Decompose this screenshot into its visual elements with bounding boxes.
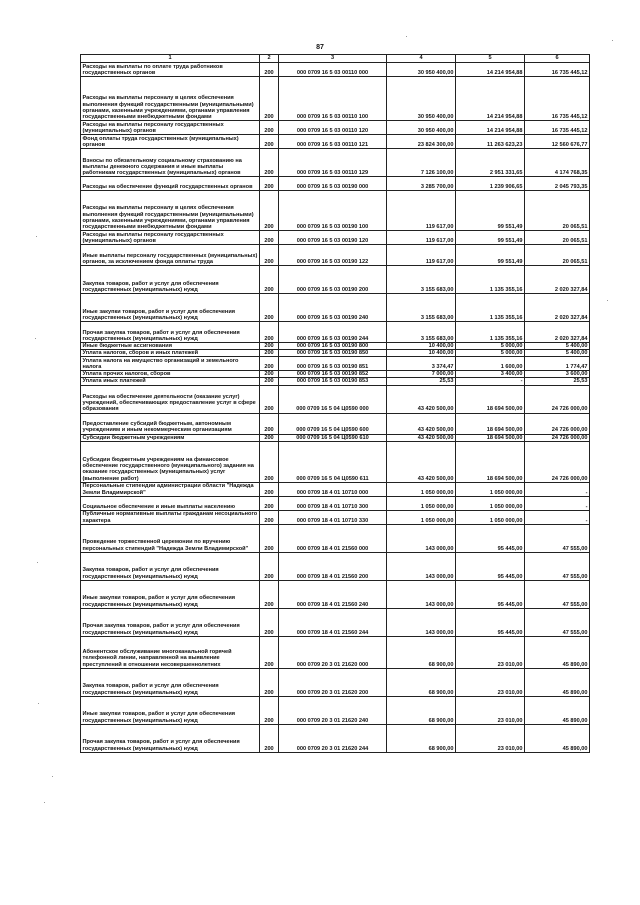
expense-name-cell: Субсидии бюджетным учреждениям [81,434,260,441]
expense-name-cell: Закупка товаров, работ и услуг для обеспечения государственных (муниципальных) нужд [81,266,260,294]
expense-name-cell: Фонд оплаты труда государственных (муниципальных) органов [81,135,260,149]
approved-amount-cell: 68 900,00 [387,696,456,724]
unexecuted-amount-cell: 2 020 327,84 [525,322,590,343]
table-row [81,343,590,350]
unexecuted-amount-cell: - [525,482,590,496]
executed-amount-cell: 1 050 000,00 [456,482,525,496]
table-row [81,580,590,608]
unexecuted-amount-cell: 5 400,00 [525,343,590,350]
expense-name-cell: Иные закупки товаров, работ и услуг для обеспечения государственных (муниципальных) нужд [81,580,260,608]
budget-code-cell: 000 0709 18 4 01 10710 000 [279,482,387,496]
column-header: 3 [279,55,387,63]
unexecuted-amount-cell: 24 726 000,00 [525,434,590,441]
table-row [81,357,590,371]
table-row [81,350,590,357]
line-code-cell: 200 [260,524,279,552]
line-code-cell: 200 [260,441,279,482]
unexecuted-amount-cell: 2 045 793,35 [525,177,590,191]
approved-amount-cell: 3 155 683,00 [387,322,456,343]
approved-amount-cell: 43 420 500,00 [387,385,456,413]
approved-amount-cell: 68 900,00 [387,668,456,696]
scan-speck [38,703,39,704]
executed-amount-cell: - [456,378,525,385]
expense-name-cell: Расходы на выплаты персоналу в целях обеспечения выполнения функций государственными (муниципальными) органами, казенными учреждениями, органами управления государственными внебюджетными фондами [81,191,260,231]
column-header: 2 [260,55,279,63]
budget-code-cell: 000 0709 16 5 04 Ц0590 000 [279,385,387,413]
table-row [81,135,590,149]
line-code-cell: 200 [260,413,279,434]
line-code-cell: 200 [260,434,279,441]
budget-code-cell: 000 0709 20 3 01 21620 000 [279,636,387,668]
executed-amount-cell: 1 239 906,65 [456,177,525,191]
approved-amount-cell: 30 950 400,00 [387,77,456,121]
approved-amount-cell: 25,53 [387,378,456,385]
unexecuted-amount-cell: 20 065,51 [525,191,590,231]
table-row [81,231,590,245]
budget-code-cell: 000 0709 16 5 03 00110 121 [279,135,387,149]
approved-amount-cell: 1 050 000,00 [387,482,456,496]
expense-name-cell: Персональные стипендии администрации области "Надежда Земли Владимирской" [81,482,260,496]
executed-amount-cell: 23 010,00 [456,696,525,724]
table-row [81,294,590,322]
budget-code-cell: 000 0709 16 5 03 00190 852 [279,371,387,378]
line-code-cell: 200 [260,245,279,266]
line-code-cell: 200 [260,724,279,752]
unexecuted-amount-cell: 24 726 000,00 [525,413,590,434]
budget-code-cell: 000 0709 16 5 03 00190 000 [279,177,387,191]
executed-amount-cell: 95 445,00 [456,580,525,608]
budget-code-cell: 000 0709 18 4 01 10710 300 [279,496,387,510]
budget-code-cell: 000 0709 16 5 03 00190 240 [279,294,387,322]
executed-amount-cell: 18 694 500,00 [456,441,525,482]
table-header-row [81,55,590,63]
approved-amount-cell: 10 400,00 [387,350,456,357]
budget-code-cell: 000 0709 16 5 03 00190 800 [279,343,387,350]
expense-name-cell: Проведение торжественной церемонии по вручению персональных стипендий "Надежда Земли Владимирской" [81,524,260,552]
executed-amount-cell: 99 551,49 [456,231,525,245]
line-code-cell: 200 [260,510,279,524]
column-header: 1 [81,55,260,63]
table-row [81,149,590,177]
unexecuted-amount-cell: 45 890,00 [525,696,590,724]
line-code-cell: 200 [260,231,279,245]
table-row [81,668,590,696]
column-header: 6 [525,55,590,63]
line-code-cell: 200 [260,357,279,371]
budget-code-cell: 000 0709 20 3 01 21620 244 [279,724,387,752]
approved-amount-cell: 7 126 100,00 [387,149,456,177]
budget-code-cell: 000 0709 16 5 03 00190 853 [279,378,387,385]
approved-amount-cell: 30 950 400,00 [387,63,456,77]
unexecuted-amount-cell: 47 555,00 [525,524,590,552]
executed-amount-cell: 23 010,00 [456,668,525,696]
table-row [81,266,590,294]
unexecuted-amount-cell: 2 020 327,84 [525,266,590,294]
column-header: 5 [456,55,525,63]
line-code-cell: 200 [260,322,279,343]
budget-code-cell: 000 0709 20 3 01 21620 200 [279,668,387,696]
expense-name-cell: Прочая закупка товаров, работ и услуг для обеспечения государственных (муниципальных) нужд [81,724,260,752]
table-row [81,441,590,482]
budget-code-cell: 000 0709 16 5 03 00110 000 [279,63,387,77]
budget-code-cell: 000 0709 18 4 01 21560 000 [279,524,387,552]
unexecuted-amount-cell: - [525,496,590,510]
unexecuted-amount-cell: - [525,510,590,524]
expense-name-cell: Прочая закупка товаров, работ и услуг для обеспечения государственных (муниципальных) нужд [81,608,260,636]
expense-name-cell: Абонентское обслуживание многоканальной горячей телефонной линии, направленной на выявление преступлений в отношении несовершеннолетних [81,636,260,668]
budget-code-cell: 000 0709 16 5 03 00190 120 [279,231,387,245]
scan-speck [612,40,613,41]
table-row [81,63,590,77]
scan-speck [36,236,37,237]
expense-name-cell: Уплата налогов, сборов и иных платежей [81,350,260,357]
approved-amount-cell: 68 900,00 [387,724,456,752]
expense-name-cell: Иные выплаты персоналу государственных (муниципальных) органов, за исключением фонда оплаты труда [81,245,260,266]
line-code-cell: 200 [260,135,279,149]
expense-name-cell: Уплата прочих налогов, сборов [81,371,260,378]
budget-code-cell: 000 0709 18 4 01 21560 244 [279,608,387,636]
budget-code-cell: 000 0709 16 5 04 Ц0590 600 [279,413,387,434]
expense-name-cell: Прочая закупка товаров, работ и услуг для обеспечения государственных (муниципальных) нужд [81,322,260,343]
expense-name-cell: Субсидии бюджетным учреждениям на финансовое обеспечение государственного (муниципального) задания на оказание государственных (муниципальных) услуг (выполнение работ) [81,441,260,482]
page-number: 87 [316,44,324,51]
expense-name-cell: Закупка товаров, работ и услуг для обеспечения государственных (муниципальных) нужд [81,552,260,580]
expense-name-cell: Расходы на выплаты персоналу государственных (муниципальных) органов [81,121,260,135]
approved-amount-cell: 143 000,00 [387,580,456,608]
approved-amount-cell: 3 155 683,00 [387,294,456,322]
executed-amount-cell: 14 214 954,88 [456,63,525,77]
unexecuted-amount-cell: 16 735 445,12 [525,77,590,121]
approved-amount-cell: 68 900,00 [387,636,456,668]
table-row [81,552,590,580]
table-row [81,482,590,496]
unexecuted-amount-cell: 12 560 676,77 [525,135,590,149]
line-code-cell: 200 [260,266,279,294]
table-row [81,434,590,441]
approved-amount-cell: 43 420 500,00 [387,413,456,434]
executed-amount-cell: 1 135 355,16 [456,322,525,343]
table-row [81,724,590,752]
budget-code-cell: 000 0709 16 5 03 00190 851 [279,357,387,371]
budget-code-cell: 000 0709 18 4 01 21560 240 [279,580,387,608]
table-row [81,413,590,434]
unexecuted-amount-cell: 47 555,00 [525,552,590,580]
line-code-cell: 200 [260,121,279,135]
approved-amount-cell: 143 000,00 [387,552,456,580]
budget-code-cell: 000 0709 16 5 03 00110 120 [279,121,387,135]
budget-code-cell: 000 0709 16 5 03 00190 200 [279,266,387,294]
budget-execution-table [80,54,590,753]
line-code-cell: 200 [260,696,279,724]
line-code-cell: 200 [260,350,279,357]
unexecuted-amount-cell: 4 174 768,35 [525,149,590,177]
scan-speck [406,36,407,37]
approved-amount-cell: 30 950 400,00 [387,121,456,135]
column-header: 4 [387,55,456,63]
expense-name-cell: Расходы на выплаты по оплате труда работников государственных органов [81,63,260,77]
budget-code-cell: 000 0709 16 5 03 00190 100 [279,191,387,231]
line-code-cell: 200 [260,668,279,696]
line-code-cell: 200 [260,343,279,350]
table-row [81,322,590,343]
expense-name-cell: Предоставление субсидий бюджетным, автономным учреждениям и иным некоммерческим организациям [81,413,260,434]
executed-amount-cell: 1 135 355,16 [456,266,525,294]
executed-amount-cell: 3 400,00 [456,371,525,378]
approved-amount-cell: 10 400,00 [387,343,456,350]
approved-amount-cell: 7 000,00 [387,371,456,378]
executed-amount-cell: 99 551,49 [456,191,525,231]
line-code-cell: 200 [260,608,279,636]
budget-code-cell: 000 0709 16 5 03 00110 100 [279,77,387,121]
line-code-cell: 200 [260,378,279,385]
unexecuted-amount-cell: 16 735 445,12 [525,63,590,77]
executed-amount-cell: 1 050 000,00 [456,510,525,524]
executed-amount-cell: 99 551,49 [456,245,525,266]
unexecuted-amount-cell: 45 890,00 [525,636,590,668]
approved-amount-cell: 143 000,00 [387,608,456,636]
line-code-cell: 200 [260,294,279,322]
executed-amount-cell: 14 214 954,88 [456,77,525,121]
expense-name-cell: Взносы по обязательному социальному страхованию на выплаты денежного содержания и иные выплаты работникам государственных (муниципальных) органов [81,149,260,177]
executed-amount-cell: 5 000,00 [456,350,525,357]
expense-name-cell: Уплата иных платежей [81,378,260,385]
line-code-cell: 200 [260,191,279,231]
approved-amount-cell: 119 617,00 [387,245,456,266]
table-row [81,177,590,191]
line-code-cell: 200 [260,63,279,77]
table-row [81,245,590,266]
unexecuted-amount-cell: 24 726 000,00 [525,385,590,413]
executed-amount-cell: 95 445,00 [456,524,525,552]
executed-amount-cell: 95 445,00 [456,552,525,580]
executed-amount-cell: 2 951 331,65 [456,149,525,177]
executed-amount-cell: 23 010,00 [456,636,525,668]
approved-amount-cell: 23 824 300,00 [387,135,456,149]
executed-amount-cell: 11 263 623,23 [456,135,525,149]
line-code-cell: 200 [260,149,279,177]
table-row [81,524,590,552]
budget-code-cell: 000 0709 16 5 03 00190 850 [279,350,387,357]
approved-amount-cell: 1 050 000,00 [387,510,456,524]
executed-amount-cell: 14 214 954,88 [456,121,525,135]
executed-amount-cell: 1 600,00 [456,357,525,371]
budget-code-cell: 000 0709 16 5 04 Ц0590 610 [279,434,387,441]
expense-name-cell: Публичные нормативные выплаты гражданам несоциального характера [81,510,260,524]
approved-amount-cell: 3 374,47 [387,357,456,371]
scan-speck [35,338,36,339]
table-row [81,378,590,385]
approved-amount-cell: 3 155 683,00 [387,266,456,294]
table-row [81,121,590,135]
executed-amount-cell: 95 445,00 [456,608,525,636]
unexecuted-amount-cell: 20 065,51 [525,245,590,266]
table-row [81,510,590,524]
unexecuted-amount-cell: 3 600,00 [525,371,590,378]
unexecuted-amount-cell: 47 555,00 [525,608,590,636]
unexecuted-amount-cell: 16 735 445,12 [525,121,590,135]
table-row [81,191,590,231]
expense-name-cell: Расходы на выплаты персоналу в целях обеспечения выполнения функций государственными (муниципальными) органами, казенными учреждениями, органами управления государственными внебюджетными фондами [81,77,260,121]
executed-amount-cell: 18 694 500,00 [456,413,525,434]
line-code-cell: 200 [260,636,279,668]
unexecuted-amount-cell: 25,53 [525,378,590,385]
expense-name-cell: Иные бюджетные ассигнования [81,343,260,350]
unexecuted-amount-cell: 24 726 000,00 [525,441,590,482]
line-code-cell: 200 [260,177,279,191]
executed-amount-cell: 18 694 500,00 [456,434,525,441]
table-row [81,371,590,378]
approved-amount-cell: 143 000,00 [387,524,456,552]
expense-name-cell: Уплата налога на имущество организаций и земельного налога [81,357,260,371]
expense-name-cell: Расходы на обеспечение функций государственных органов [81,177,260,191]
unexecuted-amount-cell: 5 400,00 [525,350,590,357]
expense-name-cell: Расходы на обеспечение деятельности (оказание услуг) учреждений, обеспечивающих предоставление услуг в сфере образования [81,385,260,413]
expense-name-cell: Социальное обеспечение и иные выплаты населению [81,496,260,510]
line-code-cell: 200 [260,482,279,496]
expense-name-cell: Иные закупки товаров, работ и услуг для обеспечения государственных (муниципальных) нужд [81,696,260,724]
unexecuted-amount-cell: 2 020 327,84 [525,294,590,322]
approved-amount-cell: 119 617,00 [387,191,456,231]
expense-name-cell: Расходы на выплаты персоналу государственных (муниципальных) органов [81,231,260,245]
budget-code-cell: 000 0709 18 4 01 21560 200 [279,552,387,580]
unexecuted-amount-cell: 45 890,00 [525,668,590,696]
scan-speck [37,562,38,563]
unexecuted-amount-cell: 20 065,51 [525,231,590,245]
scan-speck [44,802,45,803]
line-code-cell: 200 [260,385,279,413]
budget-code-cell: 000 0709 16 5 03 00110 129 [279,149,387,177]
line-code-cell: 200 [260,580,279,608]
line-code-cell: 200 [260,552,279,580]
table-row [81,608,590,636]
unexecuted-amount-cell: 1 774,47 [525,357,590,371]
scan-speck [52,776,53,777]
approved-amount-cell: 43 420 500,00 [387,434,456,441]
line-code-cell: 200 [260,496,279,510]
table-row [81,496,590,510]
table-row [81,77,590,121]
executed-amount-cell: 1 050 000,00 [456,496,525,510]
budget-code-cell: 000 0709 16 5 04 Ц0590 611 [279,441,387,482]
table-row [81,385,590,413]
budget-code-cell: 000 0709 16 5 03 00190 244 [279,322,387,343]
unexecuted-amount-cell: 45 890,00 [525,724,590,752]
executed-amount-cell: 18 694 500,00 [456,385,525,413]
scan-speck [607,300,608,301]
expense-name-cell: Иные закупки товаров, работ и услуг для обеспечения государственных (муниципальных) нужд [81,294,260,322]
executed-amount-cell: 1 135 355,16 [456,294,525,322]
table-row [81,636,590,668]
approved-amount-cell: 43 420 500,00 [387,441,456,482]
budget-code-cell: 000 0709 18 4 01 10710 330 [279,510,387,524]
executed-amount-cell: 5 000,00 [456,343,525,350]
budget-code-cell: 000 0709 16 5 03 00190 122 [279,245,387,266]
expense-name-cell: Закупка товаров, работ и услуг для обеспечения государственных (муниципальных) нужд [81,668,260,696]
approved-amount-cell: 3 285 700,00 [387,177,456,191]
table-row [81,696,590,724]
line-code-cell: 200 [260,371,279,378]
unexecuted-amount-cell: 47 555,00 [525,580,590,608]
approved-amount-cell: 1 050 000,00 [387,496,456,510]
line-code-cell: 200 [260,77,279,121]
budget-code-cell: 000 0709 20 3 01 21620 240 [279,696,387,724]
executed-amount-cell: 23 010,00 [456,724,525,752]
approved-amount-cell: 119 617,00 [387,231,456,245]
